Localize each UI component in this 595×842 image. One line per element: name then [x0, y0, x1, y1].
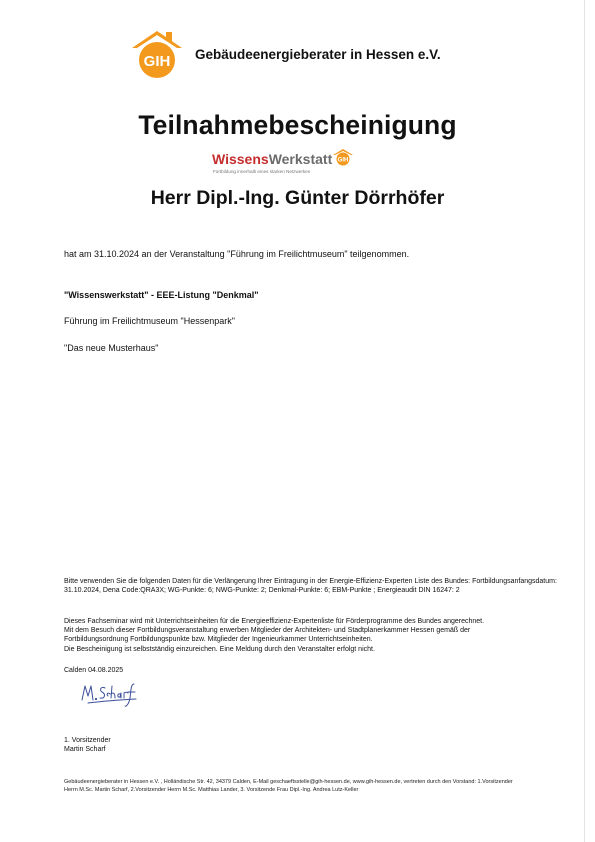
gih-logo — [128, 28, 186, 80]
page-title: Teilnahmebescheinigung — [138, 110, 457, 140]
footer-line: Herrn M.Sc. Martin Scharf, 2.Vorsitzender Herrn M.Sc. Matthias Lander, 3. Vorsitzende Frau Dipl.-Ing. Andrea Lutz-Keller — [64, 787, 359, 793]
page-footer — [64, 778, 584, 794]
werkstatt-word: Werkstatt — [268, 151, 333, 167]
footer-line: Gebäudeenergieberater in Hessen e.V. , Holländische Str. 42, 34379 Calden, E-Mail geschaeftsstelle@gih-hessen.de, www.gih-hessen.de, vertreten durch den Vorstand: 1.Vorsitzender — [64, 779, 513, 785]
info-paragraph: Bitte verwenden Sie die folgenden Daten für die Verlängerung Ihrer Eintragung in der Energie-Effizienz-Experten Liste des Bundes: Fortbildungsanfangsdatum: 31.10.2024, Dena Code:QRA3X; WG-Punkte: 6; NWG-Punkte: 2; Denkmal-Punkte: 6; EBM-Punkte ; Energieaudit DIN 16247: 2 — [64, 578, 557, 595]
seminar-line: Die Bescheinigung ist selbstständig einzureichen. Eine Meldung durch den Veranstalter erfolgt nicht. — [64, 645, 375, 653]
gih-logo-text: GIH — [143, 53, 171, 70]
event-quote: "Das neue Musterhaus" — [64, 343, 159, 353]
page-edge-divider — [584, 0, 585, 842]
signatory-role: 1. Vorsitzender — [64, 737, 111, 744]
handwritten-signature — [78, 680, 142, 710]
seminar-paragraph — [64, 617, 584, 654]
gih-mini-logo — [332, 148, 354, 166]
participation-text: hat am 31.10.2024 an der Veranstaltung "Führung im Freilichtmuseum" teilgenommen. — [64, 249, 410, 259]
wissenswerkstatt-wordmark — [212, 151, 332, 167]
org-name: Gebäudeenergieberater in Hessen e.V. — [195, 47, 441, 62]
event-subtitle: Führung im Freilichtmuseum "Hessenpark" — [64, 316, 235, 326]
seminar-line: Dieses Fachseminar wird mit Unterrichtseinheiten für die Energieeffizienz-Expertenliste für Förderprogramme des Bundes angerechnet. — [64, 618, 485, 625]
wissens-word: Wissens — [212, 151, 269, 167]
seminar-line: Mit dem Besuch dieser Fortbildungsveranstaltung erwerben Mitglieder der Architekten- und Stadtplanerkammer Hessen gemäß der — [64, 627, 471, 635]
place-date: Calden 04.08.2025 — [64, 667, 124, 674]
event-title: "Wissenswerkstatt" - EEE-Listung "Denkmal" — [64, 290, 259, 300]
wissenswerkstatt-logo — [212, 148, 362, 178]
seminar-line: Fortbildungsordnung Fortbildungspunkte bzw. Mitglieder der Ingenieurkammer Unterrichtseinheiten. — [64, 636, 373, 644]
wissenswerkstatt-tagline: Fortbildung innerhalb eines starken Netzwerkes — [213, 169, 311, 174]
signatory-name: Martin Scharf — [64, 746, 106, 753]
recipient-name: Herr Dipl.-Ing. Günter Dörrhöfer — [150, 187, 445, 209]
gih-mini-logo-text: GIH — [337, 157, 349, 164]
